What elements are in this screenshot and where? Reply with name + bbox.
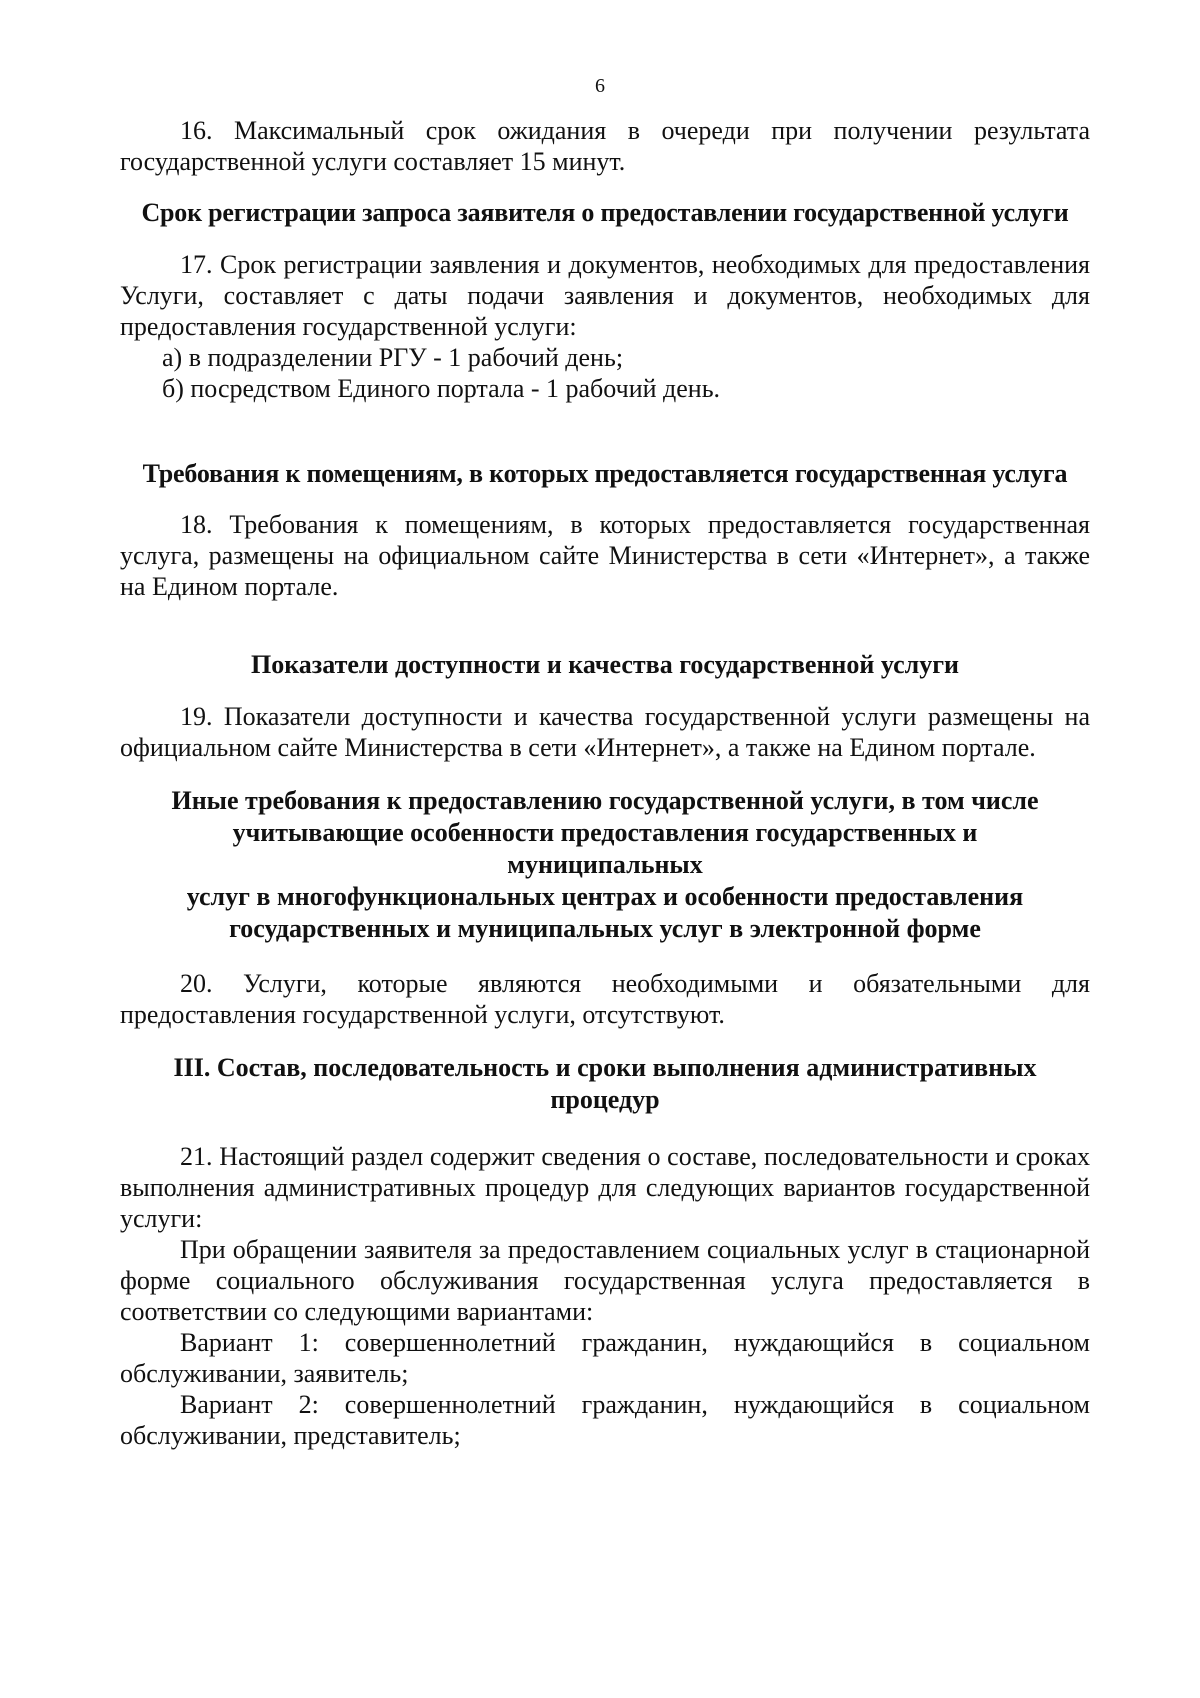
paragraph-17-b: б) посредством Единого портала - 1 рабочий день. <box>162 374 721 403</box>
heading-other-requirements <box>120 785 1090 945</box>
heading-section-iii <box>120 1052 1090 1116</box>
paragraph-17: 17. Срок регистрации заявления и документов, необходимых для предоставления Услуги, составляет с даты подачи заявления и документов, необходимых для предоставления государственной услуги: <box>120 250 1090 341</box>
page-number: 6 <box>595 75 605 97</box>
heading-line: услуг в многофункциональных центрах и особенности предоставления <box>186 882 1024 911</box>
heading-line: государственных и муниципальных услуг в электронной форме <box>229 914 981 943</box>
variant-2: Вариант 2: совершеннолетний гражданин, нуждающийся в социальном обслуживании, представитель; <box>120 1390 1090 1450</box>
heading-line: III. Состав, последовательность и сроки выполнения административных <box>173 1053 1037 1082</box>
page-content <box>120 115 1090 1451</box>
heading-line: процедур <box>550 1085 660 1114</box>
paragraph-18: 18. Требования к помещениям, в которых предоставляется государственная услуга, размещены на официальном сайте Министерства в сети «Интернет», а также на Едином портале. <box>120 510 1090 601</box>
paragraph-21-intro: При обращении заявителя за предоставлением социальных услуг в стационарной форме социального обслуживания государственная услуга предоставляется в соответствии со следующими вариантами: <box>120 1235 1090 1326</box>
paragraph-17-a: а) в подразделении РГУ - 1 рабочий день; <box>162 343 624 372</box>
heading-premises-requirements: Требования к помещениям, в которых предоставляется государственная услуга <box>142 459 1068 488</box>
paragraph-21: 21. Настоящий раздел содержит сведения о составе, последовательности и сроках выполнения административных процедур для следующих вариантов государственной услуги: <box>120 1142 1090 1233</box>
heading-line: муниципальных <box>507 850 703 879</box>
heading-line: Иные требования к предоставлению государственной услуги, в том числе <box>171 786 1039 815</box>
heading-registration-term: Срок регистрации запроса заявителя о предоставлении государственной услуги <box>141 198 1069 227</box>
heading-availability-indicators: Показатели доступности и качества государственной услуги <box>250 650 960 679</box>
heading-line: учитывающие особенности предоставления государственных и <box>232 818 978 847</box>
paragraph-19: 19. Показатели доступности и качества государственной услуги размещены на официальном сайте Министерства в сети «Интернет», а также на Едином портале. <box>120 702 1090 762</box>
variant-1: Вариант 1: совершеннолетний гражданин, нуждающийся в социальном обслуживании, заявитель; <box>120 1328 1090 1388</box>
paragraph-20: 20. Услуги, которые являются необходимыми и обязательными для предоставления государственной услуги, отсутствуют. <box>120 969 1090 1029</box>
paragraph-16: 16. Максимальный срок ожидания в очереди при получении результата государственной услуги составляет 15 минут. <box>120 116 1090 176</box>
